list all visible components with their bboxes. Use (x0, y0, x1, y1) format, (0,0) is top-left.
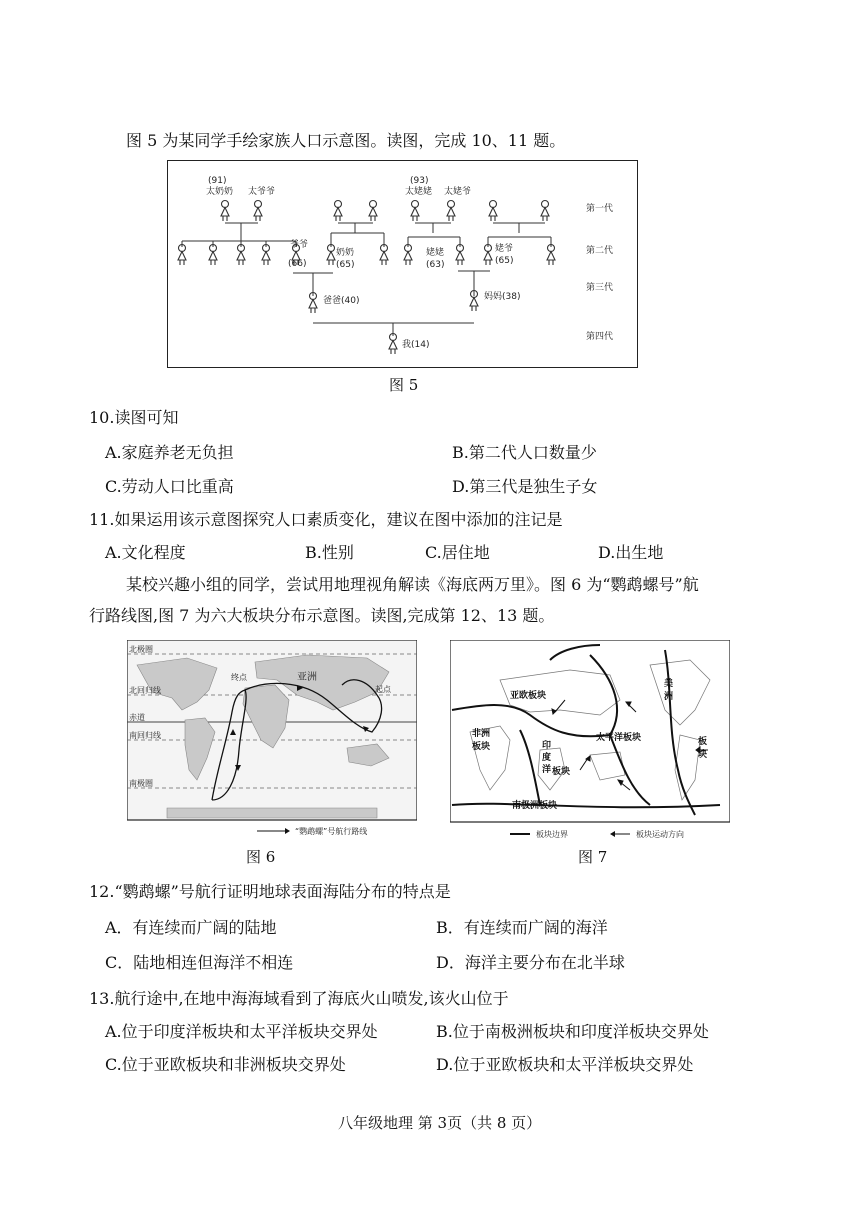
legend-direction: 板块运动方向 (636, 830, 684, 839)
plate-indian-label-2: 度 (542, 753, 552, 763)
wo-label: 我(14) (402, 340, 430, 350)
q12-option-c: C．陆地相连但海洋不相连 (105, 953, 294, 972)
plate-american-label-2: 洲 (664, 692, 674, 702)
plate-indian-label-1: 印 (542, 741, 552, 751)
q12-option-b: B．有连续而广阔的海洋 (436, 918, 608, 937)
lat-antarctic-circle: 南极圈 (129, 779, 153, 788)
q10-option-c: C.劳动人口比重高 (105, 477, 234, 496)
plate-american-label-4: 块 (698, 750, 708, 760)
lat-tropic-capricorn: 南回归线 (129, 731, 161, 740)
q11-stem: 11.如果运用该示意图探究人口素质变化，建议在图中添加的注记是 (89, 510, 563, 529)
q12-option-a: A．有连续而广阔的陆地 (105, 918, 277, 937)
plate-eurasian-label: 亚欧板块 (510, 691, 547, 701)
gen2-label: 第二代 (586, 246, 614, 256)
gen4-label: 第四代 (586, 332, 614, 342)
tainainai-label: 太奶奶 (206, 187, 234, 197)
family-tree-drawing (168, 161, 637, 367)
plate-american-label-3: 板 (698, 737, 708, 747)
gen1-label: 第一代 (586, 204, 614, 214)
nainai-label: 奶奶 (336, 248, 355, 258)
yeye-label: 爷爷 (290, 240, 309, 250)
figure-5-family-tree (167, 160, 638, 368)
tailaolao-label: 太姥姥 (405, 187, 433, 197)
figure-6-caption: 图 6 (246, 848, 276, 866)
figure-6-route-map (127, 640, 417, 840)
lat-arctic-circle: 北极圈 (129, 645, 153, 654)
lat-equator: 赤道 (129, 713, 145, 722)
plate-american-label-1: 美 (664, 679, 674, 689)
laoye-label: 姥爷 (495, 244, 514, 254)
intro-fig5: 图 5 为某同学手绘家族人口示意图。读图，完成 10、11 题。 (126, 131, 566, 150)
q11-option-a: A.文化程度 (105, 543, 186, 562)
q12-option-d: D．海洋主要分布在北半球 (436, 953, 625, 972)
laolao-label: 姥姥 (426, 248, 445, 258)
q10-option-b: B.第二代人口数量少 (452, 443, 597, 462)
laoye-age: (65) (495, 256, 514, 266)
lat-tropic-cancer: 北回归线 (129, 686, 161, 695)
tainainai-age: (91) (208, 176, 227, 186)
mama-label: 妈妈(38) (484, 292, 521, 302)
plate-antarctic-label: 南极洲板块 (512, 801, 558, 811)
q10-option-d: D.第三代是独生子女 (452, 477, 598, 496)
route-map-drawing (127, 640, 417, 840)
figure-7-caption: 图 7 (578, 848, 608, 866)
q13-option-d: D.位于亚欧板块和太平洋板块交界处 (436, 1055, 694, 1074)
plate-indian-label-4: 板块 (552, 767, 571, 777)
baba-label: 爸爸(40) (323, 296, 360, 306)
yeye-age: (66) (288, 259, 307, 269)
q13-option-b: B.位于南极洲板块和印度洋板块交界处 (436, 1022, 709, 1041)
q13-stem: 13.航行途中,在地中海海域看到了海底火山喷发,该火山位于 (89, 989, 509, 1008)
intro-fig6-7-line2: 行路线图,图 7 为六大板块分布示意图。读图,完成第 12、13 题。 (89, 606, 555, 625)
q12-stem: 12.“鹦鹉螺”号航行证明地球表面海陆分布的特点是 (89, 882, 451, 901)
laolao-age: (63) (426, 260, 445, 270)
figure-7-plates-map (450, 640, 730, 840)
q11-option-d: D.出生地 (598, 543, 664, 562)
plates-map-drawing (450, 640, 730, 840)
q10-option-a: A.家庭养老无负担 (105, 443, 234, 462)
q10-stem: 10.读图可知 (89, 408, 179, 427)
q11-option-b: B.性别 (305, 543, 354, 562)
intro-fig6-7-line1: 某校兴趣小组的同学，尝试用地理视角解读《海底两万里》。图 6 为“鹦鹉螺号”航 (126, 575, 699, 594)
nainai-age: (65) (336, 260, 355, 270)
gen3-label: 第三代 (586, 283, 614, 293)
tailaoye-label: 太姥爷 (444, 187, 472, 197)
tailaolao-age: (93) (410, 176, 429, 186)
end-point-label: 终点 (231, 673, 247, 682)
taiyeye-label: 太爷爷 (248, 187, 276, 197)
q13-option-a: A.位于印度洋板块和太平洋板块交界处 (105, 1022, 378, 1041)
figure-5-caption: 图 5 (389, 376, 419, 394)
legend-boundary: 板块边界 (536, 830, 568, 839)
plate-indian-label-3: 洋 (542, 765, 552, 775)
asia-label: 亚洲 (297, 672, 317, 683)
plate-african-label-1: 非洲 (472, 729, 491, 739)
page-footer: 八年级地理 第 3页（共 8 页） (338, 1114, 542, 1132)
plate-african-label-2: 板块 (472, 742, 491, 752)
route-legend: “鹦鹉螺”号航行路线 (295, 827, 368, 836)
start-point-label: 起点 (375, 685, 391, 694)
q11-option-c: C.居住地 (425, 543, 490, 562)
q13-option-c: C.位于亚欧板块和非洲板块交界处 (105, 1055, 346, 1074)
plate-pacific-label: 太平洋板块 (596, 733, 642, 743)
